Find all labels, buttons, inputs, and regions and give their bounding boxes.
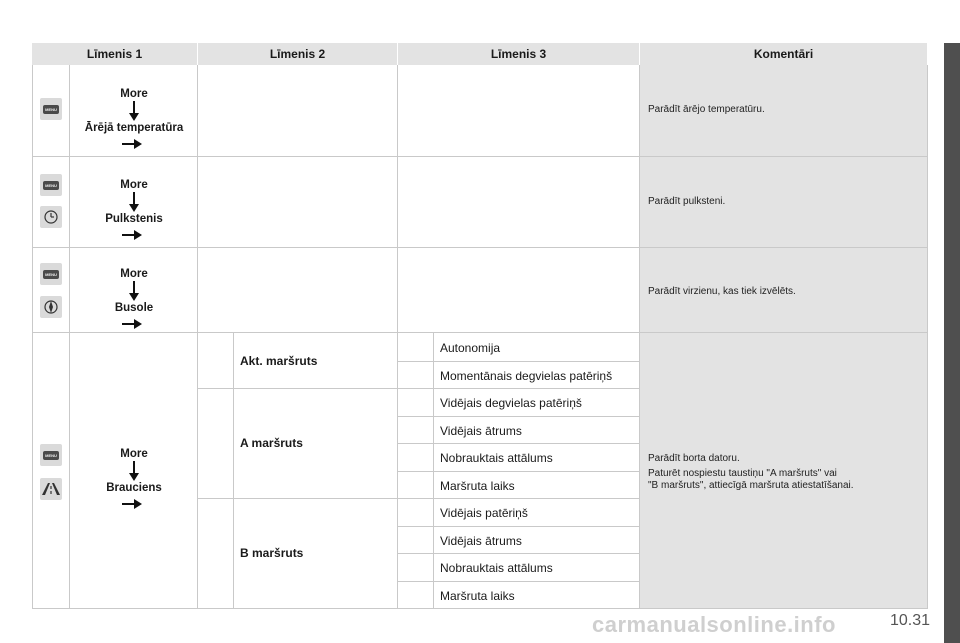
level3-item: Autonomija	[440, 341, 501, 355]
clock-icon	[40, 206, 62, 228]
comment-text: Parādīt virzienu, kas tiek izvēlēts.	[648, 286, 796, 297]
header-level2: Līmenis 2	[198, 43, 398, 65]
arrow-right-icon	[122, 139, 142, 149]
compass-icon	[40, 296, 62, 318]
level1-item-label: Busole	[114, 302, 154, 314]
menu-button-icon: MENU	[40, 263, 62, 285]
comment-line: Parādīt borta datoru.	[648, 453, 740, 464]
level1-item-label: Ārējā temperatūra	[84, 122, 184, 134]
comment-line: "B maršruts", attiecīgā maršruta atiestatīšanai.	[648, 480, 854, 491]
row4-level1	[70, 447, 198, 509]
level3-item: Vidējais degvielas patēriņš	[440, 396, 582, 410]
comment-text: Parādīt ārējo temperatūru.	[648, 104, 765, 115]
arrow-down-icon	[128, 192, 140, 212]
comment-text	[648, 453, 918, 492]
level1-item-label: Brauciens	[106, 482, 162, 494]
level3-item: Momentānais degvielas patēriņš	[440, 369, 613, 383]
level3-item: Vidējais ātrums	[440, 424, 522, 438]
arrow-down-icon	[128, 281, 140, 301]
level3-item: Vidējais ātrums	[440, 534, 522, 548]
level1-item-label: Pulkstenis	[105, 213, 163, 225]
arrow-down-icon	[128, 461, 140, 481]
page-number: 10.31	[889, 612, 930, 629]
group-label: Akt. maršruts	[240, 354, 318, 368]
group-label: A maršruts	[240, 436, 303, 450]
page-edge-tab	[944, 43, 960, 643]
row2-level1	[70, 178, 198, 240]
header-level3: Līmenis 3	[398, 43, 640, 65]
group-label: B maršruts	[240, 546, 304, 560]
menu-button-icon: MENU	[40, 98, 62, 120]
header-level1: Līmenis 1	[32, 43, 198, 65]
row3-level1	[70, 267, 198, 329]
comment-line: Paturēt nospiestu taustiņu "A maršruts" vai	[648, 468, 837, 479]
watermark: carmanualsonline.info	[592, 612, 836, 637]
level3-item: Nobrauktais attālums	[440, 561, 553, 575]
level3-item: Vidējais patēriņš	[440, 506, 528, 520]
arrow-right-icon	[122, 230, 142, 240]
arrow-down-icon	[128, 101, 140, 121]
menu-button-icon: MENU	[40, 444, 62, 466]
menu-button-icon: MENU	[40, 174, 62, 196]
more-label: More	[120, 448, 148, 460]
more-label: More	[120, 88, 148, 100]
level3-item: Maršruta laiks	[440, 479, 515, 493]
comment-text: Parādīt pulksteni.	[648, 196, 726, 207]
header-comments: Komentāri	[640, 43, 928, 65]
row1-level1	[70, 87, 198, 149]
road-icon	[40, 478, 62, 500]
level3-item: Maršruta laiks	[440, 589, 515, 603]
arrow-right-icon	[122, 319, 142, 329]
more-label: More	[120, 268, 148, 280]
more-label: More	[120, 179, 148, 191]
level3-item: Nobrauktais attālums	[440, 451, 553, 465]
arrow-right-icon	[122, 499, 142, 509]
